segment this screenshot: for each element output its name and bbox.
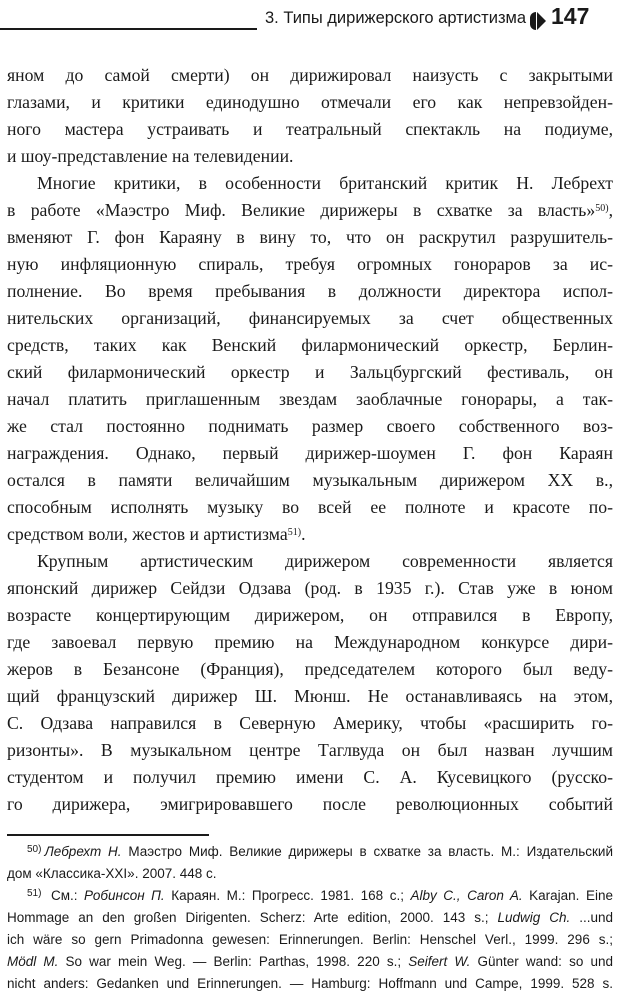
text-fragment: в работе «Маэстро Миф. Великие дирижеры в схватке за власть» — [7, 200, 596, 220]
footnote-text: Günter wand: so und — [470, 954, 613, 969]
text-line: нительских организаций, финансируемых за счет общественных — [7, 308, 613, 328]
chapter-title: 3. Типы дирижерского артистизма — [265, 9, 527, 27]
text-fragment: средством воли, жестов и артистизма — [7, 524, 288, 544]
text-line: жеров в Безансоне (Франция), председателем которого был веду- — [7, 659, 613, 679]
text-line: го дирижера, эмигрировавшего после революционных событий — [7, 794, 613, 814]
text-line: награждения. Однако, первый дирижер-шоумен Г. фон Караян — [7, 443, 613, 463]
page-number: 147 — [551, 3, 590, 29]
footnotes — [7, 841, 613, 995]
footnote-text: So war mein Weg. — Berlin: Parthas, 1998. 220 s.; — [58, 954, 409, 969]
footnote-author: Mödl M. — [7, 954, 59, 969]
main-text — [7, 62, 613, 818]
footnote-author: Alby C., Caron A. — [410, 888, 523, 903]
footnote-50 — [7, 841, 613, 863]
footnote-text: Маэстро Миф. Великие дирижеры в схватке за власть. М.: Издательский — [121, 844, 613, 859]
footnote-separator — [7, 834, 209, 836]
footnote-50-cont: дом «Классика-XXI». 2007. 448 с. — [7, 866, 217, 881]
text-line: начал платить приглашенным звездам заоблачные гонорары, а так- — [7, 389, 613, 409]
text-line: ский филармонический оркестр и Зальцбургский фестиваль, он — [7, 362, 613, 382]
chapter-marker-icon — [530, 12, 536, 30]
text-line: студентом и получил премию имени С. А. Кусевицкого (русско- — [7, 767, 613, 787]
footnote-number: 51) — [27, 888, 42, 899]
text-line: японский дирижер Сейдзи Одзава (род. в 1935 г.). Став уже в юном — [7, 578, 613, 598]
chapter-marker-arrow-icon — [537, 12, 546, 30]
footnote-51 — [7, 885, 613, 907]
footnote-ref-50[interactable]: 50) — [595, 203, 609, 214]
footnote-text: См.: — [44, 888, 85, 903]
text-fragment: . — [301, 524, 306, 544]
text-line: Многие критики, в особенности британский критик Н. Лебрехт — [37, 173, 613, 193]
text-line: яном до самой смерти) он дирижировал наизусть с закрытыми — [7, 65, 613, 85]
footnote-author: Робинсон П. — [84, 888, 165, 903]
text-line: С. Одзава направился в Северную Америку, чтобы «расширить го- — [7, 713, 613, 733]
text-line: средств, таких как Венский филармонический оркестр, Берлин- — [7, 335, 613, 355]
footnote-author: Ludwig Ch. — [497, 910, 571, 925]
footnote-text: Караян. М.: Прогресс. 1981. 168 с.; — [164, 888, 411, 903]
footnote-51-cont: nicht anders: Gedanken und Erinnerungen. — Hamburg: Hoffmann und Campe, 1999. 528 s. — [7, 976, 613, 991]
footnote-author: Seifert W. — [408, 954, 471, 969]
text-line: полнение. Во время пребывания в должности директора испол- — [7, 281, 613, 301]
running-header — [0, 0, 620, 44]
text-line: ного мастера устраивать и театральный спектакль на подиуме, — [7, 119, 613, 139]
footnote-number: 50) — [27, 844, 42, 855]
footnote-text: Hommage an den großen Dirigenten. Scherz: Arte edition, 2000. 143 s.; — [7, 910, 498, 925]
text-line: и шоу-представление на телевидении. — [7, 146, 294, 166]
text-line: ную инфляционную спираль, требуя огромных гонораров за ис- — [7, 254, 613, 274]
text-line: Крупным артистическим дирижером современности является — [37, 551, 613, 571]
footnote-author: Лебрехт Н. — [44, 844, 122, 859]
footnote-ref-51[interactable]: 51) — [287, 527, 302, 538]
footnote-51-cont: ich wäre so gern Primadonna gewesen: Erinnerungen. Berlin: Henschel Verl., 1999. 296 s.; — [7, 932, 613, 947]
text-line: вменяют Г. фон Караяну в вину то, что он раскрутил разрушитель- — [7, 227, 613, 247]
text-line: в работе «Маэстро Миф. Великие дирижеры в схватке за власть»$^{50)}$, — [7, 200, 613, 220]
text-line: возрасте концертирующим дирижером, он отправился в Европу, — [7, 605, 613, 625]
text-line: щий французский дирижер Ш. Мюнш. Не останавливаясь на этом, — [7, 686, 613, 706]
footnote-51-cont — [7, 951, 613, 973]
footnote-text: Karajan. Eine — [522, 888, 613, 903]
text-line: глазами, и критики единодушно отмечали его как непревзойден- — [7, 92, 613, 112]
header-rule — [0, 28, 257, 30]
text-line: же стал постоянно поднимать размер своего собственного воз- — [7, 416, 613, 436]
text-line: где завоевал первую премию на Международном конкурсе дири- — [7, 632, 613, 652]
footnote-51-cont — [7, 907, 613, 929]
text-line: остался в памяти величайшим музыкальным дирижером XX в., — [7, 470, 613, 490]
text-line: ризонты». В музыкальном центре Тaглвуда он был назван лучшим — [7, 740, 613, 760]
text-line — [7, 521, 613, 548]
footnote-text: ...und — [570, 910, 613, 925]
text-line: способным исполнять музыку во всей ее полноте и красоте по- — [7, 497, 613, 517]
